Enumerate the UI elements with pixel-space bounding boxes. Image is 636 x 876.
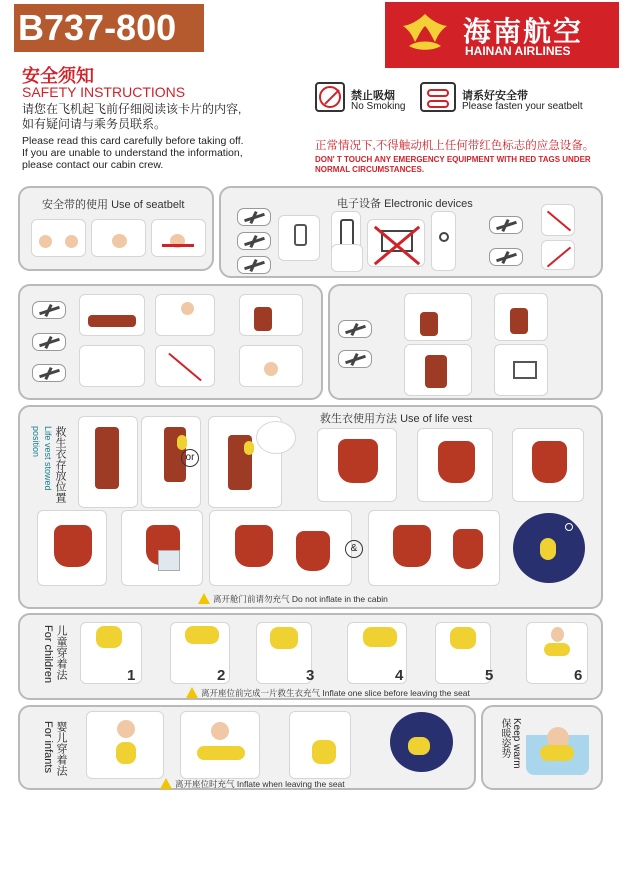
vest-step-5 bbox=[121, 510, 203, 586]
children-panel bbox=[18, 613, 603, 700]
child-vest-step-5 bbox=[435, 622, 494, 684]
hainan-logo-icon bbox=[399, 10, 451, 60]
infants-panel bbox=[18, 705, 476, 790]
seat-back-illustration bbox=[494, 293, 548, 341]
airplane-cruise-icon bbox=[237, 232, 271, 250]
brace-position-panel-right bbox=[328, 284, 603, 400]
vest-step-2 bbox=[417, 428, 493, 502]
devices-section-en: Electronic devices bbox=[384, 198, 473, 210]
seatbelt-fasten-illustration bbox=[31, 219, 86, 257]
safety-instructions-cn: 请您在飞机起飞前仔细阅读该卡片的内容, 如有疑问请与乘务员联系。 bbox=[22, 102, 242, 131]
airplane-ascend-icon bbox=[489, 216, 523, 234]
infant-vest-step-2 bbox=[180, 711, 260, 779]
airplane-icon-e bbox=[338, 350, 372, 368]
infants-label: 婴儿穿着法 For infants bbox=[42, 721, 67, 776]
child-vest-step-3 bbox=[256, 622, 315, 684]
keep-warm-panel bbox=[481, 705, 603, 790]
no-smoking-label-cn: 禁止吸烟 bbox=[351, 90, 395, 102]
brace-position-panel bbox=[18, 284, 323, 400]
children-label: 儿童穿着法 For children bbox=[42, 625, 67, 684]
airplane-landing-icon bbox=[237, 256, 271, 274]
step-number-5: 5 bbox=[485, 667, 494, 684]
step-number-2: 2 bbox=[217, 667, 226, 684]
step-number-4: 4 bbox=[395, 667, 404, 684]
window-shade-illustration bbox=[239, 345, 303, 387]
no-inflate-note: 离开舱门前请勿充气 Do not inflate in the cabin bbox=[213, 594, 388, 604]
laptop-stow-illustration bbox=[494, 344, 548, 396]
seatbelt-label-en: Please fasten your seatbelt bbox=[462, 101, 583, 112]
electronic-devices-panel bbox=[219, 186, 603, 278]
device-prohibited-icon-bottom bbox=[541, 240, 575, 270]
vest-step-4 bbox=[37, 510, 107, 586]
warning-triangle-icon bbox=[186, 687, 198, 698]
airline-logo-block bbox=[385, 2, 619, 68]
vest-location-label: 救生衣存放位置 Life vest stowed position bbox=[31, 426, 66, 503]
keep-warm-label: Keep warm 保暖姿势 bbox=[499, 718, 522, 769]
keep-warm-vest-icon bbox=[540, 745, 574, 761]
brace-illustration-2 bbox=[155, 345, 215, 387]
vest-step-1 bbox=[317, 428, 397, 502]
safety-title-cn: 安全须知 bbox=[22, 66, 94, 86]
vest-step-3 bbox=[512, 428, 584, 502]
cabin-illustration bbox=[79, 294, 145, 336]
warning-triangle-icon bbox=[160, 778, 172, 789]
seatbelt-panel bbox=[18, 186, 214, 271]
safety-title-en: SAFETY INSTRUCTIONS bbox=[22, 84, 186, 100]
or-badge: or bbox=[181, 449, 199, 467]
no-smoking-label-en: No Smoking bbox=[351, 101, 406, 112]
wifi-prohibited-icon bbox=[431, 211, 456, 271]
seatbelt-tighten-illustration bbox=[91, 219, 146, 257]
child-inflate-note: 离开座位前完成一片救生衣充气 Inflate one slice before leaving the seat bbox=[201, 688, 470, 698]
game-device-icon bbox=[331, 244, 363, 272]
airplane-icon-d bbox=[338, 320, 372, 338]
devices-section-cn: 电子设备 bbox=[337, 198, 381, 210]
vest-pull-illustration bbox=[256, 421, 296, 454]
infant-vest-step-3 bbox=[289, 711, 351, 779]
seatbelt-section-en: Use of seatbelt bbox=[111, 199, 185, 211]
red-tag-warning-cn: 正常情况下,不得触动机上任何带红色标志的应急设备。 bbox=[315, 140, 595, 152]
seatbelt-section-cn: 安全带的使用 bbox=[42, 199, 108, 211]
infant-night-illustration bbox=[390, 712, 453, 772]
vest-step-6 bbox=[209, 510, 352, 586]
seatbelt-label-cn: 请系好安全带 bbox=[462, 90, 528, 102]
vest-section-cn: 救生衣使用方法 bbox=[320, 413, 397, 425]
airline-name-cn: 海南航空 bbox=[463, 16, 584, 47]
aircraft-model: B737-800 bbox=[14, 4, 204, 52]
step-number-6: 6 bbox=[574, 667, 583, 684]
night-vest-illustration bbox=[513, 513, 585, 583]
aisle-illustration bbox=[404, 344, 472, 396]
no-smoking-icon bbox=[315, 82, 345, 112]
life-vest-panel bbox=[18, 405, 603, 609]
infant-inflate-note: 离开座位时充气 Inflate when leaving the seat bbox=[175, 779, 345, 789]
seat-upright-illustration bbox=[239, 294, 303, 336]
infant-vest-step-1 bbox=[86, 711, 164, 779]
vest-section-en: Use of life vest bbox=[400, 413, 473, 425]
airplane-descend-icon bbox=[489, 248, 523, 266]
tray-table-illustration bbox=[79, 345, 145, 387]
device-prohibited-icon-top bbox=[541, 204, 575, 236]
airline-name-en: HAINAN AIRLINES bbox=[465, 44, 571, 58]
airplane-icon-b bbox=[32, 333, 66, 351]
brace-illustration-1 bbox=[155, 294, 215, 336]
step-number-1: 1 bbox=[127, 667, 136, 684]
safety-instructions-en: Please read this card carefully before taking off. If you are unable to understand the information, please contact our cabin crew. bbox=[22, 135, 244, 171]
vest-step-7 bbox=[368, 510, 500, 586]
step-number-3: 3 bbox=[306, 667, 315, 684]
airplane-icon-c bbox=[32, 364, 66, 382]
airplane-takeoff-icon bbox=[237, 208, 271, 226]
phone-airplane-mode-icon bbox=[278, 215, 320, 261]
and-badge: & bbox=[345, 540, 363, 558]
seat-pocket-illustration bbox=[78, 416, 138, 508]
laptop-prohibited-icon bbox=[367, 219, 425, 267]
seatbelt-release-illustration bbox=[151, 219, 206, 257]
red-tag-warning-en: DON' T TOUCH ANY EMERGENCY EQUIPMENT WITH RED TAGS UNDER NORMAL CIRCUMSTANCES. bbox=[315, 155, 591, 174]
fasten-seatbelt-icon bbox=[420, 82, 456, 112]
warning-triangle-icon bbox=[198, 593, 210, 604]
crew-seat-illustration bbox=[404, 293, 472, 341]
airplane-icon-a bbox=[32, 301, 66, 319]
